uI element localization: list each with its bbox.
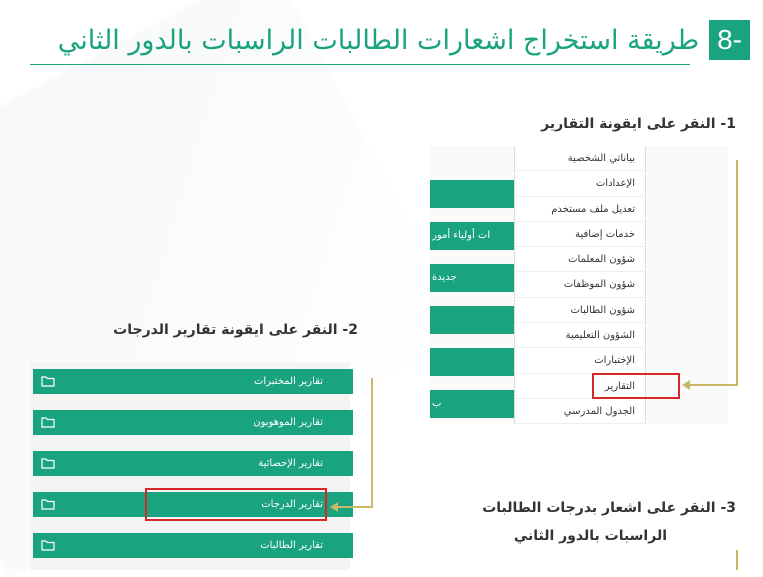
menu-item-education[interactable]: الشؤون التعليمية: [515, 323, 645, 348]
report-item-label: تقارير الموهوبون: [253, 417, 323, 428]
folder-icon: [41, 417, 55, 428]
left-band: ب: [430, 390, 520, 418]
step-3-caption-line2: الراسبات بالدور الثاني: [513, 528, 667, 544]
grades-report-highlight-box: [145, 488, 327, 521]
arrow-left-icon: [682, 380, 690, 390]
title-text: طريقة استخراج اشعارات الطالبات الراسبات بالدور الثاني: [57, 24, 700, 56]
step-1-caption: 1- النقر على ايقونة التقارير: [541, 116, 736, 132]
report-item[interactable]: [33, 369, 353, 394]
menu-item-extra-services[interactable]: خدمات إضافية: [515, 222, 645, 247]
folder-icon: [41, 499, 55, 510]
folder-icon: [41, 458, 55, 469]
menu-item-staff[interactable]: شؤون الموظفات: [515, 272, 645, 297]
step-3-caption-line1: 3- النقر على اشعار بدرجات الطالبات: [482, 500, 736, 516]
reports-highlight-box: [592, 373, 680, 399]
menu-item-students[interactable]: شؤون الطالبات: [515, 298, 645, 323]
connector-line: [690, 384, 738, 386]
report-item[interactable]: [33, 451, 353, 476]
report-item-label: تقارير الإحصائية: [258, 458, 323, 469]
report-item-label: تقارير الطالبات: [260, 540, 323, 551]
slide-title: [30, 15, 750, 65]
menu-item-teachers[interactable]: شؤون المعلمات: [515, 247, 645, 272]
report-item[interactable]: [33, 410, 353, 435]
title-underline: [30, 64, 690, 65]
report-item-label: تقارير المختبرات: [253, 376, 323, 387]
report-item-label: تقارير الدرجات: [261, 499, 323, 510]
connector-line: [338, 506, 373, 508]
menu-item-settings[interactable]: الإعدادات: [515, 171, 645, 196]
left-band: جديدة: [430, 264, 520, 292]
menu-item-my-data[interactable]: بياناتي الشخصية: [515, 146, 645, 171]
left-band: [430, 348, 520, 376]
report-item[interactable]: [33, 533, 353, 558]
left-band: ات أولياء أمور: [430, 222, 520, 250]
title-number-badge: 8-: [709, 20, 750, 60]
menu-item-schedule[interactable]: الجدول المدرسي: [515, 399, 645, 424]
connector-line: [736, 550, 738, 570]
folder-icon: [41, 376, 55, 387]
reports-list-screenshot: [30, 362, 350, 570]
step-2-caption: 2- النقر على ايقونة تقارير الدرجات: [113, 322, 358, 338]
arrow-left-icon: [330, 502, 338, 512]
menu-item-reports[interactable]: التقارير: [515, 374, 645, 399]
folder-icon: [41, 540, 55, 551]
connector-line: [736, 160, 738, 385]
menu-item-exams[interactable]: الإختبارات: [515, 348, 645, 373]
connector-line: [371, 378, 373, 508]
left-band: [430, 306, 520, 334]
left-band: [430, 180, 520, 208]
menu-item-edit-profile[interactable]: تعديل ملف مستخدم: [515, 197, 645, 222]
